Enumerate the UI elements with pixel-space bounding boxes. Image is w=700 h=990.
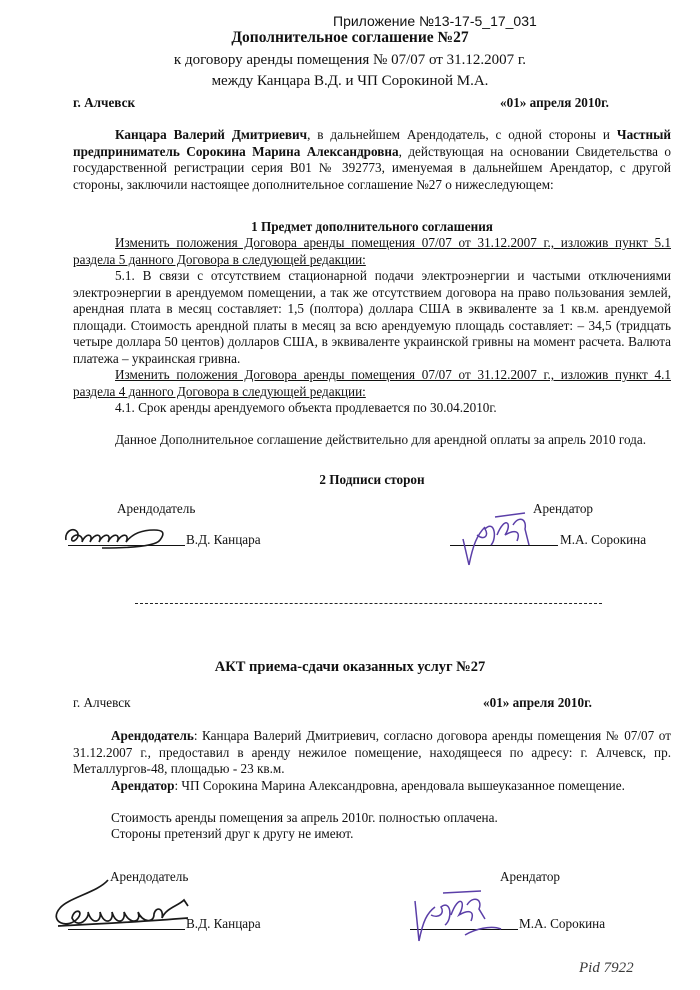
agreement-tenant-name: М.А. Сорокина xyxy=(560,532,647,547)
agreement-title: Дополнительное соглашение №27 xyxy=(231,29,469,46)
act-tenant-text: : ЧП Сорокина Марина Александровна, арендовала вышеуказанное помещение. xyxy=(174,778,625,793)
act-landlord-signature-image xyxy=(38,878,203,936)
agreement-tenant-label: Арендатор xyxy=(533,501,594,516)
change2-text: Изменить положения Договора аренды помещения 07/07 от 31.12.2007 г., изложив пункт 4.1 раздела 4 данного Договора в следующей редакции: xyxy=(73,367,671,399)
act-landlord-paragraph xyxy=(73,728,671,778)
act-tenant-signature-image xyxy=(405,885,505,951)
party2-name: Частный предприниматель Сорокина Марина Александровна xyxy=(73,127,671,159)
party2-role: , действующая на xyxy=(398,143,504,159)
agreement-subtitle-parties: между Канцара В.Д. и ЧП Сорокиной М.А. xyxy=(211,73,489,89)
act-no-claims-text: Стороны претензий друг к другу не имеют. xyxy=(111,826,354,841)
act-tenant-label: Арендатор xyxy=(500,869,561,884)
agreement-subtitle-contract: к договору аренды помещения № 07/07 от 31.12.2007 г. xyxy=(173,52,527,68)
act-landlord-term: Арендодатель xyxy=(111,728,194,743)
clause-4-1: 4.1. Срок аренды арендуемого объекта продлевается по 30.04.2010г. xyxy=(115,400,497,415)
agreement-date: «01» апреля 2010г. xyxy=(500,95,609,110)
act-landlord-label: Арендодатель xyxy=(110,869,189,884)
svg-text:Pid 7922: Pid 7922 xyxy=(579,960,634,976)
clause-5-1: 5.1. В связи с отсутствием стационарной подачи электроэнергии и частыми отключениями электроэнергии в арендуемом помещении, а так же отсутствием договора на право пользования землей, арендная плата в месяц составляет: 1,5 (полтора) доллара США в эквиваленте за 1 кв.м. арендуемой площади. Стоимость арендной платы в месяц за всю арендуемую площадь составляет: – 34,5 (тридцать четыре доллара 50 центов) долларов США, в эквиваленте украинской гривны на момент расчета. Валюта платежа – украинская гривна. xyxy=(73,268,671,366)
landlord-signature-image xyxy=(62,518,182,552)
agreement-intro xyxy=(73,127,671,193)
handwritten-note-image xyxy=(575,955,655,979)
party1-role: , в дальнейшем Арендодатель, с одной стороны и xyxy=(307,127,610,142)
agreement-city: г. Алчевск xyxy=(73,95,136,110)
section-separator xyxy=(135,603,602,604)
annex-label: Приложение №13-17-5_17_031 xyxy=(333,13,537,29)
act-tenant-paragraph xyxy=(73,778,671,795)
act-landlord-name: В.Д. Канцара xyxy=(186,916,261,931)
act-city: г. Алчевск xyxy=(73,695,131,710)
act-tenant-term: Арендатор xyxy=(111,778,175,793)
tenant-signature-image xyxy=(455,505,545,575)
party1-name: Канцара Валерий Дмитриевич xyxy=(115,127,308,142)
intro-rest: основании Свидетельства о государственной регистрации серия В01 № 392773, именуемая в дальнейшем Арендатор, с другой стороны, заключили настоящее дополнительное соглашение №27 о нижеследующем: xyxy=(73,143,671,192)
validity-text: Данное Дополнительное соглашение действительно для арендной оплаты за апрель 2010 года. xyxy=(115,432,647,447)
change1-text: Изменить положения Договора аренды помещения 07/07 от 31.12.2007 г., изложив пункт 5.1 раздела 5 данного Договора в следующей редакции: xyxy=(73,235,671,267)
act-paid-text: Стоимость аренды помещения за апрель 2010г. полностью оплачена. xyxy=(111,810,498,825)
act-date: «01» апреля 2010г. xyxy=(483,695,592,710)
act-title: АКТ приема-сдачи оказанных услуг №27 xyxy=(214,659,486,675)
act-landlord-text: : Канцара Валерий Дмитриевич, согласно договора аренды помещения № 07/07 от 31.12.2007 г., предоставил в аренду нежилое помещение, находящееся по адресу: г. Алчевск, пр. Металлургов-48, площадью - 23 кв.м. xyxy=(73,728,671,776)
section2-title: 2 Подписи сторон xyxy=(319,472,425,487)
act-tenant-name: М.А. Сорокина xyxy=(519,916,606,931)
section1-title: 1 Предмет дополнительного соглашения xyxy=(251,219,493,234)
agreement-landlord-label: Арендодатель xyxy=(117,501,196,516)
agreement-landlord-name: В.Д. Канцара xyxy=(186,532,261,547)
